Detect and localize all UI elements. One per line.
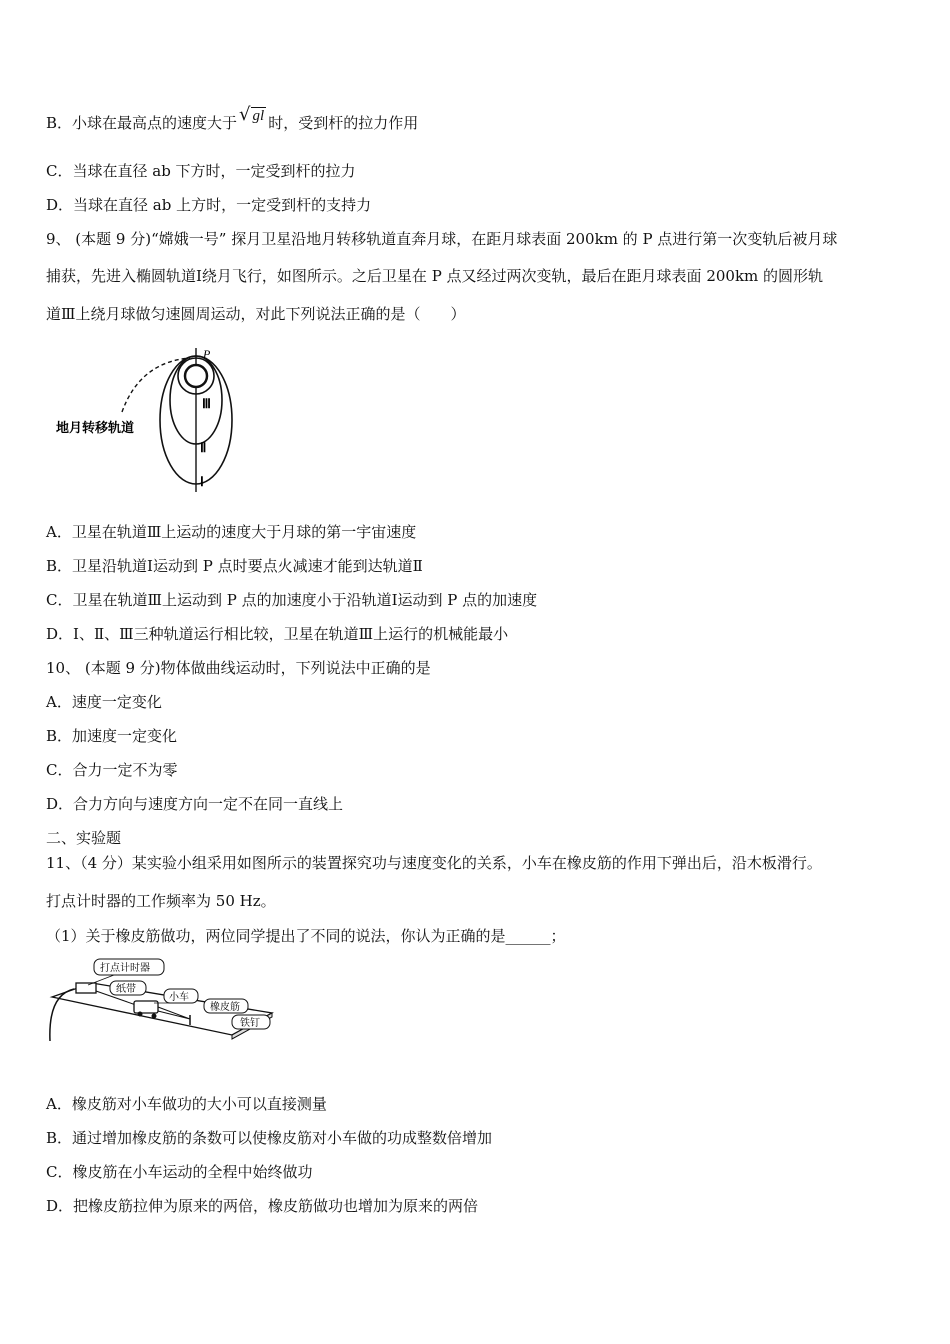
label-nail: 铁钉 bbox=[240, 1018, 260, 1029]
q11-sub-question-1: （1）关于橡皮筋做功，两位同学提出了不同的说法，你认为正确的是______； bbox=[46, 927, 566, 945]
orbit-figure bbox=[50, 340, 260, 500]
q10-option-b: B．加速度一定变化 bbox=[46, 727, 178, 745]
section-title: 二、实验题 bbox=[46, 829, 122, 847]
cart-wheel-icon bbox=[138, 1012, 143, 1017]
label-i: Ⅰ bbox=[200, 474, 204, 489]
sqrt-gl-formula: √ gl bbox=[239, 104, 265, 125]
q11-stem-line-1: 11、（4 分）某实验小组采用如图所示的装置探究功与速度变化的关系，小车在橡皮筋的作用下弹出后，沿木板滑行。 bbox=[46, 854, 822, 872]
q10-option-d: D．合力方向与速度方向一定不在同一直线上 bbox=[46, 795, 344, 813]
label-iii: Ⅲ bbox=[202, 396, 211, 411]
q11-stem-line-2: 打点计时器的工作频率为 50 Hz。 bbox=[46, 892, 276, 910]
label-ii: Ⅱ bbox=[200, 440, 207, 455]
label-p: P bbox=[203, 347, 211, 361]
q9-stem-line-2: 捕获，先进入椭圆轨道Ⅰ绕月飞行，如图所示。之后卫星在 P 点又经过两次变轨，最后在距月球表面 200km 的圆形轨 bbox=[46, 267, 824, 285]
label-transfer-orbit: 地月转移轨道 bbox=[56, 421, 135, 436]
label-timer: 打点计时器 bbox=[100, 963, 150, 974]
q9-option-a: A．卫星在轨道Ⅲ上运动的速度大于月球的第一宇宙速度 bbox=[46, 523, 417, 541]
q11-option-c: C．橡皮筋在小车运动的全程中始终做功 bbox=[46, 1163, 313, 1181]
apparatus-figure bbox=[44, 955, 274, 1045]
cart-wheel-icon bbox=[152, 1014, 157, 1019]
moon-icon bbox=[185, 365, 207, 387]
q10-option-c: C．合力一定不为零 bbox=[46, 761, 178, 779]
callout-line bbox=[88, 975, 114, 985]
q9-option-d: D．Ⅰ、Ⅱ、Ⅲ三种轨道运行相比较，卫星在轨道Ⅲ上运行的机械能最小 bbox=[46, 625, 509, 643]
label-cart: 小车 bbox=[169, 992, 189, 1003]
label-tape: 纸带 bbox=[116, 984, 136, 995]
q10-option-a: A．速度一定变化 bbox=[46, 693, 162, 711]
q9-stem-line-1: 9、 (本题 9 分)“嫦娥一号” 探月卫星沿地月转移轨道直奔月球，在距月球表面 200km 的 P 点进行第一次变轨后被月球 bbox=[46, 230, 838, 248]
q8-option-b-text-end: 时，受到杆的拉力作用 bbox=[268, 114, 419, 132]
q9-option-c: C．卫星在轨道Ⅲ上运动到 P 点的加速度小于沿轨道Ⅰ运动到 P 点的加速度 bbox=[46, 591, 538, 609]
q11-option-b: B．通过增加橡皮筋的条数可以使橡皮筋对小车做的功成整数倍增加 bbox=[46, 1129, 493, 1147]
label-band: 橡皮筋 bbox=[210, 1002, 240, 1013]
q9-option-b: B．卫星沿轨道Ⅰ运动到 P 点时要点火减速才能到达轨道Ⅱ bbox=[46, 557, 423, 575]
q11-option-a: A．橡皮筋对小车做功的大小可以直接测量 bbox=[46, 1095, 327, 1113]
sqrt-argument: gl bbox=[252, 108, 265, 124]
q8-option-b bbox=[46, 104, 910, 135]
q11-option-d: D．把橡皮筋拉伸为原来的两倍，橡皮筋做功也增加为原来的两倍 bbox=[46, 1197, 479, 1215]
q8-option-d: D．当球在直径 ab 上方时，一定受到杆的支持力 bbox=[46, 196, 372, 214]
q10-stem: 10、 (本题 9 分)物体做曲线运动时，下列说法中正确的是 bbox=[46, 659, 431, 677]
timer-device bbox=[76, 983, 96, 993]
q8-option-b-text: B．小球在最高点的速度大于 bbox=[46, 114, 238, 132]
q9-stem-line-3: 道Ⅲ上绕月球做匀速圆周运动，对此下列说法正确的是（ ） bbox=[46, 305, 466, 323]
q8-option-c: C．当球在直径 ab 下方时，一定受到杆的拉力 bbox=[46, 162, 356, 180]
